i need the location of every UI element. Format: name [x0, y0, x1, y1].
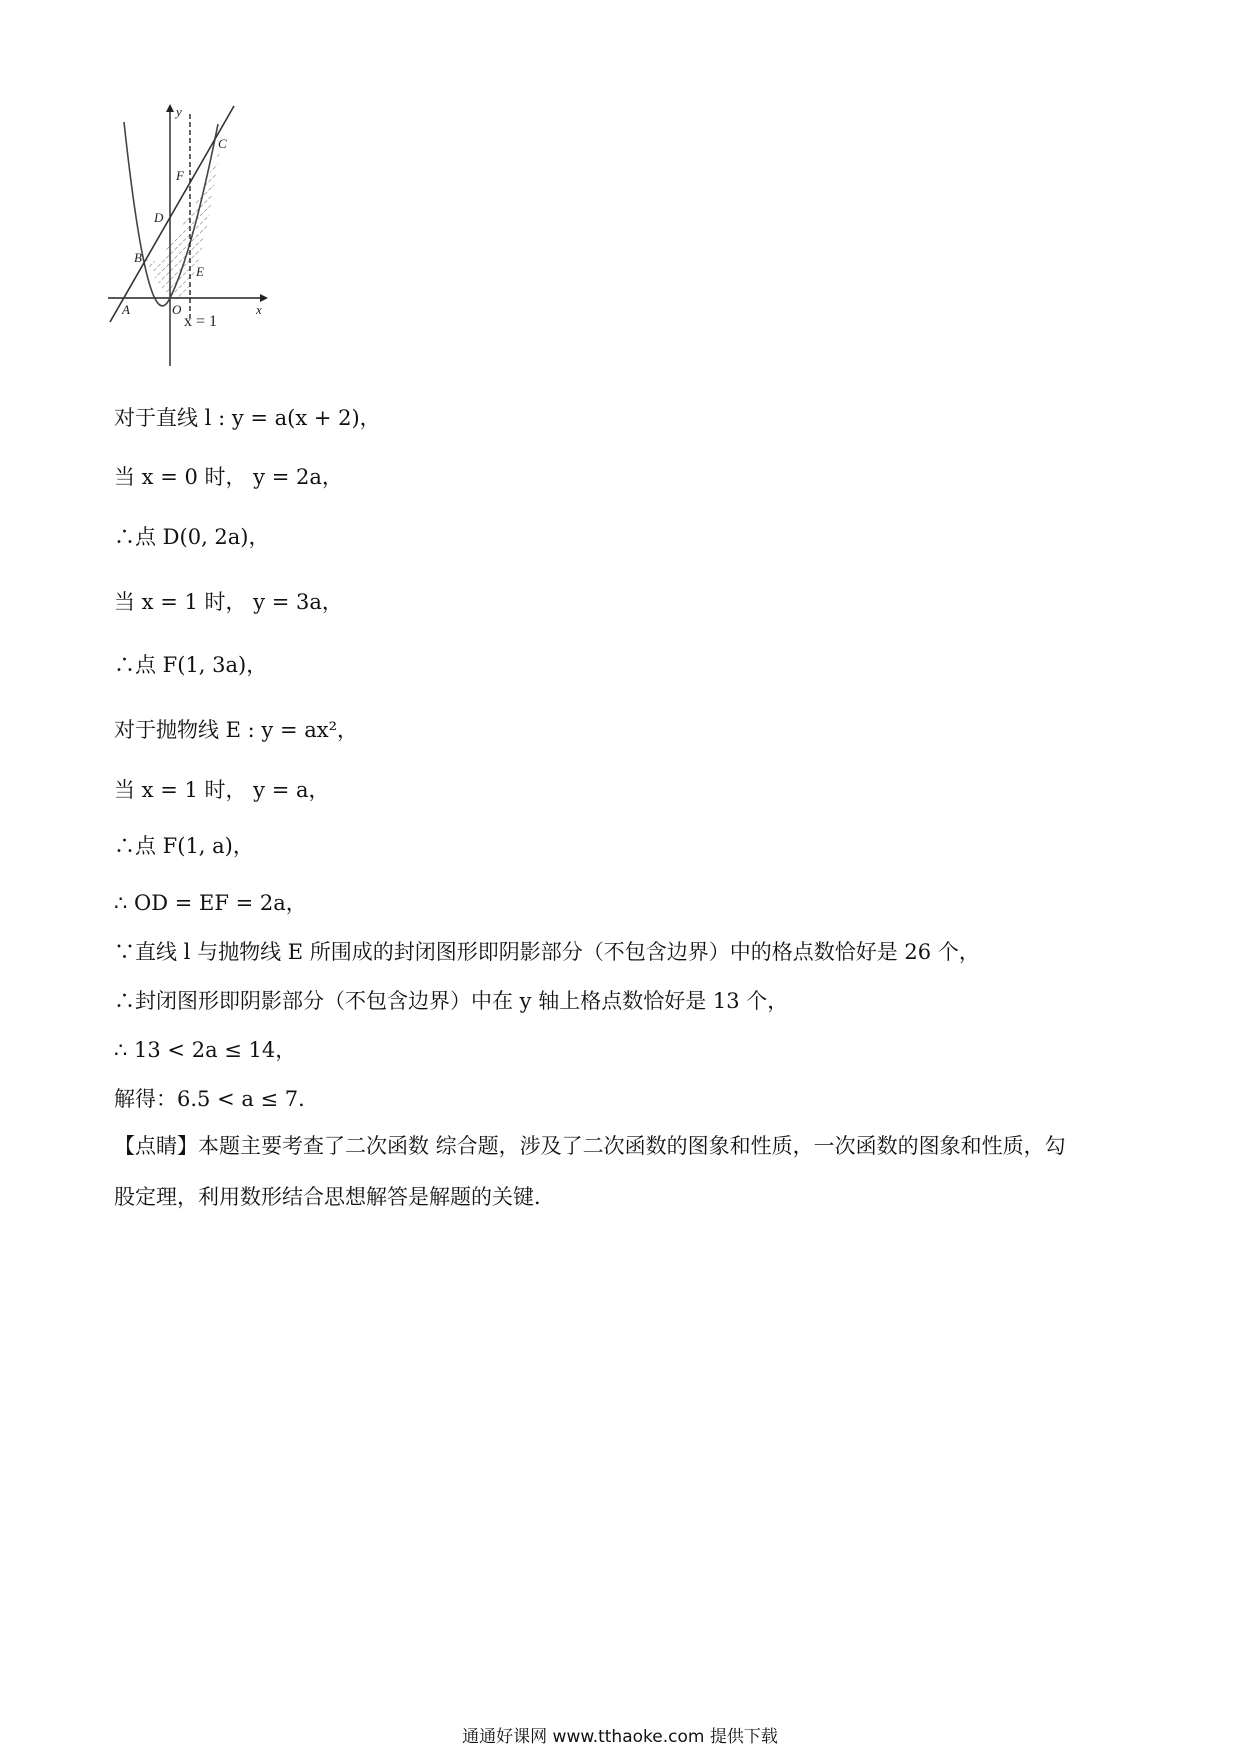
text-line-11: ∴封闭图形即阴影部分（不包含边界）中在 y 轴上格点数恰好是 13 个， [114, 989, 789, 1013]
text-line-10: ∵直线 l 与抛物线 E 所围成的封闭图形即阴影部分（不包含边界）中的格点数恰好是 26 个， [114, 940, 980, 964]
x-axis-arrow [260, 294, 268, 302]
text-line-13: 解得：6.5 < a ≤ 7． [114, 1087, 320, 1111]
text-line-14: 【点睛】本题主要考查了二次函数 综合题，涉及了二次函数的图象和性质，一次函数的图象和性质，勾 [114, 1134, 1066, 1158]
text-line-9: ∴ OD = EF = 2a， [114, 891, 307, 915]
text-line-15: 股定理，利用数形结合思想解答是解题的关键． [114, 1185, 555, 1209]
y-axis-label: y [176, 104, 182, 119]
parabola-line-figure [108, 104, 308, 372]
text-line-5: ∴点 F(1, 3a)， [114, 653, 268, 677]
text-line-4: 当 x = 1 时， y = 3a， [114, 590, 343, 614]
text-line-8: ∴点 F(1, a)， [114, 834, 254, 858]
figure-svg [108, 104, 308, 372]
point-a-label: A [122, 302, 130, 317]
point-b-label: B [134, 250, 142, 265]
text-line-12: ∴ 13 < 2a ≤ 14， [114, 1038, 297, 1062]
point-e-label: E [196, 264, 204, 279]
text-line-6: 对于抛物线 E : y = ax²， [114, 718, 359, 742]
point-f-label: F [176, 168, 184, 183]
text-line-2: 当 x = 0 时， y = 2a， [114, 465, 343, 489]
text-line-3: ∴点 D(0, 2a)， [114, 525, 270, 549]
y-axis-arrow [166, 104, 174, 112]
page-footer: 通通好课网 www.tthaoke.com 提供下载 [462, 1727, 778, 1747]
text-line-7: 当 x = 1 时， y = a， [114, 778, 330, 802]
point-d-label: D [154, 210, 164, 225]
point-c-label: C [218, 136, 227, 151]
x-equals-one-label: x = 1 [184, 313, 218, 330]
text-line-1: 对于直线 l : y = a(x + 2)， [114, 406, 381, 430]
origin-label: O [172, 302, 182, 317]
x-axis-label: x [256, 302, 262, 317]
